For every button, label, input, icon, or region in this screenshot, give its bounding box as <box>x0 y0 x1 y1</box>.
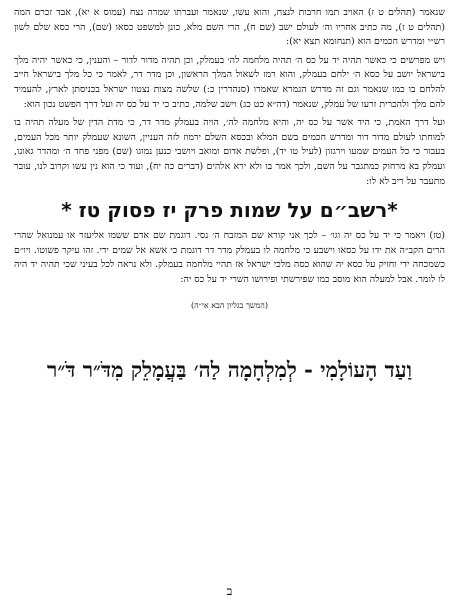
page-number: ב <box>226 584 233 598</box>
continued-note: (המשך בגליון הבא אי״ה) <box>190 300 269 310</box>
rashbam-paragraph: (טז) ויאמר כי יד על כס יה וגו׳ – לכך אני קורא שם המזבח ה׳ נסי. דוגמת שם אדם ששמו אליעזר או עמנואל שהרי הרים הקב״ה את ידו על כסאו וישבע כי מלחמה לו בעמלק מדר דר דוגמת כי אשא אל שמים ידי. זהו עיקר פשוטו. ויו״ם כשמכחה ידי וחזיק על כסא יה שהוא כסה מלכי ישראל אז תהיי מלחמה בעמלק. ולא נראה לכל בעיני שכי תהיה יד היה לו לומר. אבל למעלה הוא מוסב כמו שפירשתי ופירושו השרי יד על כס יה: <box>14 230 445 285</box>
motto-banner: וַעַד הָעוֹלָמִי - לְמִלְחָמָה לַה׳ בַּעֲמָלֵק מִדֹּ״ר דֹּ״ר <box>47 356 412 382</box>
commentary-paragraph-2: ויש מפרשים כי כאשר תהיה יד על כס ה׳ תהיה מלחמה לה׳ בעמלק, וכן תהיה מדור לדור – והענין, כי כאשר יהיה מלך בישראל יושב על כסא ה׳ ילחם בעמלק, והוא רמז לשאול המלך הראשון, וכן מדר דר, לאמר כי כל מלך בישראל חייב להלחם בו כמו שנאמר וגם זה מדרש הגמרא שאמרו (סנהדרין כ:) שלשה מצות נצטוו ישראל בכניסתן לארץ, להעמיד להם מלך ולהכרית זרעו של עמלק, שנאמר (דה״א כט כג) וישב שלמה, כתיב כי יד על כס יה ועל דרך הפשט נכון הוא: <box>14 54 445 110</box>
section-heading-rashbam: *רשב״ם על שמות פרק יז פסוק טז * <box>61 198 398 223</box>
commentary-paragraph-1: שנאמר (תהלים ט ז) האויב תמו חרבות לנצח, והוא עשו, שנאמר ועברתו שמרה נצח (עמוס א יא), אבד זכרם המה (תהלים ט ז), מה כתיב אחריו וה׳ לעולם ישב (שם ח), הרי השם מלא, כונן למשפט כסאו (שם), הרי כסא שלם לשון רש״י ומדרש חכמים הוא (תנחומא תצא יא): <box>14 7 445 48</box>
commentary-paragraph-3: ועל דרך האמת, כי היד אשר על כס יה, והיא מלחמה לה׳, הויה בעמלק מדר דר, כי מדת הדין של מעלה תהיה בו למוחתו לעולם מדור דור ומדרש חכמים בשם המלא ובכסא השלם ירמוז לזה העניין, השונא שעמלק יותר מכל העמים, בעבור כי כל העמים שמעו וירגזון (לעיל טו יד), ופלשת אדום ומואב ויושבי כנען נמוגו (שם) מפני פחד ה׳ ומהדר גאונו, ועמלק בא מרחוק כמתגבר על השם, ולכך אמר בו ולא ירא אלהים (דברים כה יח), ועוד כי הוא נין עשו וקרוב לנו, עובר מתעבר על ריב לא לו: <box>14 117 445 187</box>
